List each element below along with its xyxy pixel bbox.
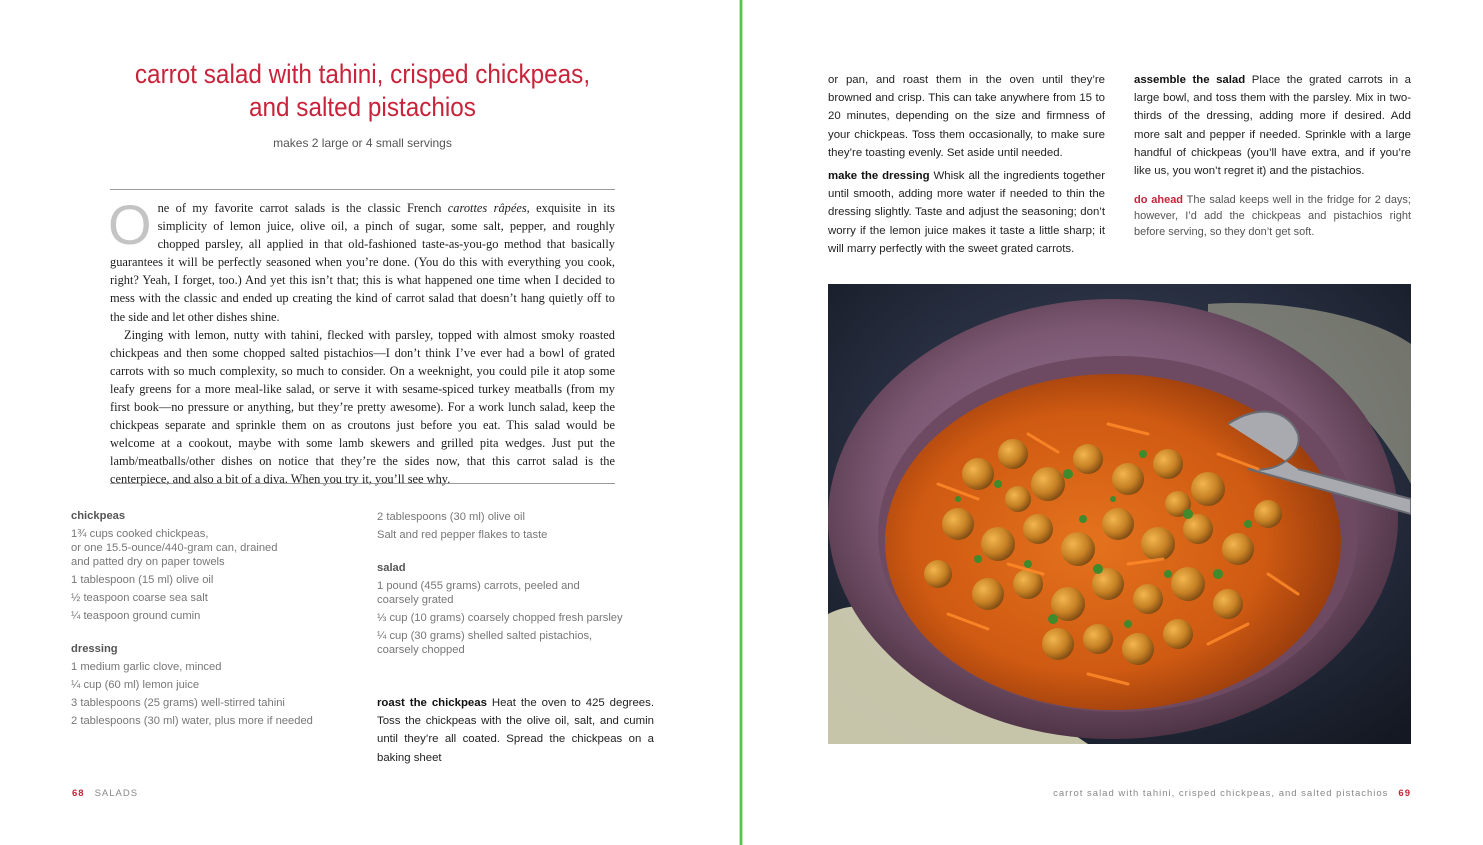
step-roast-head: roast the chickpeas bbox=[377, 697, 487, 709]
ingredient-item: ⅓ cup (10 grams) coarsely chopped fresh parsley bbox=[377, 612, 623, 624]
right-column-2 bbox=[1134, 71, 1411, 240]
divider-top bbox=[110, 189, 615, 190]
right-page bbox=[743, 0, 1483, 845]
footer-section: SALADS bbox=[94, 788, 139, 799]
step-assemble-text: Place the grated carrots in a large bowl, and toss them with the parsley. Mix in two-thirds of the dressing, adding more if desired. Add more salt and pepper if needed. Sprinkle with a large handful of chickpeas (you’ll have extra, and if you’re like us, you won’t regret it) and the pistachios. bbox=[1134, 74, 1412, 178]
intro-p1-a: ne of my favorite carrot salads is the classic French bbox=[157, 201, 448, 215]
recipe-title bbox=[99, 58, 626, 124]
recipe-title-line1: carrot salad with tahini, crisped chickpeas, bbox=[134, 59, 591, 89]
divider-bottom bbox=[110, 483, 615, 484]
page-number-right: 69 bbox=[1398, 788, 1411, 799]
ingredient-item: ½ teaspoon coarse sea salt bbox=[71, 592, 208, 604]
step-dressing-text: Whisk all the ingredients together until smooth, adding more water if needed to thin the dressing slightly. Taste and adjust the seasoning; don’t worry if the lemon juice makes it taste a little sharp; it will marry perfectly with the sweet grated carrots. bbox=[828, 170, 1105, 255]
page-number-left: 68 bbox=[72, 788, 85, 799]
right-column-1 bbox=[828, 71, 1105, 258]
ingredient-item: 3 tablespoons (25 grams) well-stirred tahini bbox=[71, 697, 285, 709]
ingredient-item: coarsely chopped bbox=[377, 644, 465, 656]
step-roast-text: Heat the oven to 425 degrees. Toss the chickpeas with the olive oil, salt, and cumin until they’re all coated. Spread the chickpeas on a baking sheet bbox=[377, 697, 655, 764]
ingredients-chickpeas-head: chickpeas bbox=[71, 510, 126, 522]
ingredients-salad-head: salad bbox=[377, 562, 406, 574]
footer-title: carrot salad with tahini, crisped chickpeas, and salted pistachios bbox=[1053, 788, 1389, 799]
salad-bowl-photo bbox=[828, 284, 1411, 744]
step-roast-cont: or pan, and roast them in the oven until they’re browned and crisp. This can take anywhere from 15 to 20 minutes, depending on the size and firmness of your chickpeas. Toss them occasionally, to make sure they’re toasting evenly. Set aside until needed. bbox=[828, 74, 1105, 159]
footer-left bbox=[62, 788, 138, 799]
ingredient-item: Salt and red pepper flakes to taste bbox=[377, 529, 548, 541]
ingredient-item: and patted dry on paper towels bbox=[71, 556, 225, 568]
left-page bbox=[0, 0, 739, 845]
footer-right bbox=[1053, 788, 1411, 799]
step-do-ahead bbox=[1134, 192, 1411, 240]
ingredients-col-2 bbox=[377, 510, 667, 661]
ingredient-item: ¼ teaspoon ground cumin bbox=[71, 610, 201, 622]
ingredient-item: 1 pound (455 grams) carrots, peeled and bbox=[377, 580, 580, 592]
ingredient-item: or one 15.5-ounce/440-gram can, drained bbox=[71, 542, 278, 554]
ingredient-item: 1 medium garlic clove, minced bbox=[71, 661, 222, 673]
ingredients-dressing-head: dressing bbox=[71, 643, 118, 655]
ingredient-item: ¼ cup (30 grams) shelled salted pistachios, bbox=[377, 630, 593, 642]
ingredient-item: 2 tablespoons (30 ml) olive oil bbox=[377, 511, 525, 523]
dropcap: O bbox=[108, 193, 152, 256]
ingredient-item: ¼ cup (60 ml) lemon juice bbox=[71, 679, 200, 691]
intro-p1-b: exquisite in its simplicity of lemon juice, olive oil, a pinch of sugar, some salt, pepper, and roughly chopped parsley, all applied in that old-fashioned taste-as-you-go method that basically guarantees it will be perfectly seasoned when you’re done. (You do this with everything you cook, right? Yeah, I forget, too.) And yet this isn’t that; this is what happened one time when I decided to mess with the classic and ended up creating the kind of carrot salad that doesn’t hang quietly off to the side and let other dishes shine. bbox=[110, 201, 615, 324]
recipe-title-line2: and salted pistachios bbox=[249, 92, 476, 122]
step-roast bbox=[377, 694, 654, 767]
servings: makes 2 large or 4 small servings bbox=[273, 136, 452, 150]
intro-p1-italic: carottes râpées, bbox=[447, 201, 530, 215]
intro-text bbox=[108, 193, 615, 489]
step-dressing-head: make the dressing bbox=[828, 170, 930, 183]
ingredient-item: 1 tablespoon (15 ml) olive oil bbox=[71, 574, 214, 586]
ingredient-item: 1¾ cups cooked chickpeas, bbox=[71, 528, 209, 540]
ingredient-item: 2 tablespoons (30 ml) water, plus more if needed bbox=[71, 715, 313, 727]
step-dressing bbox=[828, 167, 1105, 258]
intro-p2: Zinging with lemon, nutty with tahini, flecked with parsley, topped with almost smoky roasted chickpeas and then some chopped salted pistachios—I don’t think I’ve ever had a bowl of grated carrots with so much complexity, so much to consider. On a weeknight, you could pile it atop some leafy greens for a more meal-like salad, or serve it with sesame-spiced turkey meatballs (from my first book—no pressure or anything, but they’re pretty awesome). For a work lunch salad, keep the chickpeas separate and sprinkle them on as croutons just before you eat. This salad would be welcome at a cookout, maybe with some lamb skewers and grilled pita wedges. Just put the lamb/meatballs/other dishes on notice that they’re the sides now, that this carrot salad is the centerpiece, and also a bit of a diva. When you try it, you’ll see why. bbox=[110, 327, 615, 487]
step-assemble-head: assemble the salad bbox=[1134, 74, 1246, 86]
ingredients-col-1 bbox=[71, 510, 361, 732]
step-do-ahead-text: The salad keeps well in the fridge for 2 days; however, I’d add the chickpeas and pistachios right before serving, so they don’t get soft. bbox=[1134, 194, 1411, 239]
ingredient-item: coarsely grated bbox=[377, 594, 454, 606]
step-assemble bbox=[1134, 71, 1411, 180]
step-do-ahead-head: do ahead bbox=[1134, 194, 1184, 207]
